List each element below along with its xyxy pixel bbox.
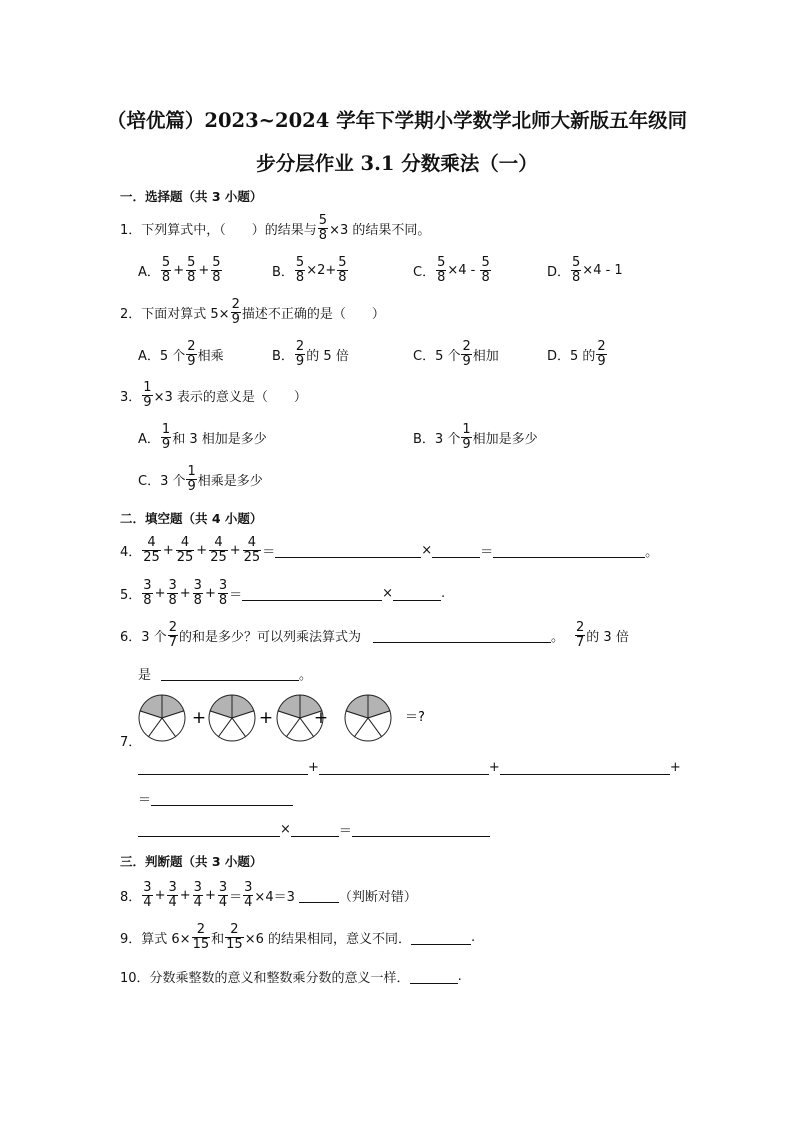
question-7-line-2: ＝ xyxy=(138,789,293,808)
answer-blank[interactable] xyxy=(411,930,471,945)
answer-blank[interactable] xyxy=(393,586,441,601)
question-6: 6． 3 个 2 7 的和是多少？可以列乘法算式为 。 2 7 的 3 倍 xyxy=(120,620,629,650)
q2-option-a[interactable]: A．5 个 2 9 相乘 xyxy=(138,339,224,369)
question-text: ×3 的结果不同。 xyxy=(329,223,431,238)
answer-blank[interactable] xyxy=(319,760,489,775)
title-line-2: 步分层作业 3.1 分数乘法（一） xyxy=(256,152,538,175)
fraction: $\frac{2}{9}$ xyxy=(231,297,240,327)
q2-option-b[interactable]: B． 2 9 的 5 倍 xyxy=(272,339,349,369)
q3-option-c[interactable]: C．3 个 1 9 相乘是多少 xyxy=(138,464,263,494)
q1-option-d[interactable]: D． $\frac{5}{8}$ ×4 - 1 xyxy=(547,255,623,285)
pie-diagram xyxy=(138,690,438,746)
answer-blank[interactable] xyxy=(138,822,280,837)
pie-circle xyxy=(209,695,255,741)
question-4: 4． 4 25 + $\frac{4}{25}$ + $\frac{4}{25}$ + $\frac{4}{25}$ ＝ × ＝ 。 xyxy=(120,535,659,565)
q1-option-c[interactable]: C． $\frac{5}{8}$ ×4 - 5 8 xyxy=(413,255,490,285)
answer-blank[interactable] xyxy=(161,666,299,681)
answer-blank[interactable] xyxy=(410,969,458,984)
answer-blank[interactable] xyxy=(432,543,480,558)
fraction: $\frac{5}{8}$ xyxy=(318,213,328,243)
answer-blank[interactable] xyxy=(138,760,308,775)
question-7-line-1: + + + xyxy=(138,760,681,775)
answer-blank[interactable] xyxy=(352,822,490,837)
question-text: 下列算式中，（ ）的结果与 xyxy=(141,223,317,238)
answer-blank[interactable] xyxy=(151,791,293,806)
q3-option-b[interactable]: B．3 个 1 9 相加是多少 xyxy=(413,422,538,452)
question-6-line-2: 是 。 xyxy=(138,668,313,683)
question-number: 1． xyxy=(120,223,142,238)
section-heading-choice: 一．选择题（共 3 小题） xyxy=(120,189,263,204)
result-text: ＝? xyxy=(405,710,425,725)
section-heading-judge: 三．判断题（共 3 小题） xyxy=(120,854,263,869)
q1-option-a[interactable]: A． 5 8 + $\frac{5}{8}$ + $\frac{5}{8}$ xyxy=(138,255,221,285)
answer-blank[interactable] xyxy=(291,822,339,837)
question-2: 2． 下面对算式 5× $\frac{2}{9}$ 描述不正确的是（ ） xyxy=(120,297,385,327)
question-7-line-3: × ＝ xyxy=(138,820,490,839)
plus-sign: + xyxy=(191,708,207,728)
plus-sign: + xyxy=(313,708,329,728)
question-8: 8． 3 4 + $\frac{3}{4}$ + $\frac{3}{4}$ + $\frac{3}{4}$ ＝ $\frac{3}{4}$ ×4＝3 （判断对错） xyxy=(120,880,417,910)
fraction: $\frac{1}{9}$ xyxy=(143,380,152,410)
answer-blank[interactable] xyxy=(373,628,551,643)
q2-option-d[interactable]: D．5 的 2 9 xyxy=(547,339,606,369)
question-5: 5． 3 8 + $\frac{3}{8}$ + $\frac{3}{8}$ + $\frac{3}{8}$ ＝ × . xyxy=(120,578,446,608)
plus-sign: + xyxy=(258,708,274,728)
pie-circle xyxy=(139,695,185,741)
question-9: 9． 算式 6× $\frac{2}{15}$ 和 $\frac{2}{15}$ ×6 的结果相同，意义不同． . xyxy=(120,922,476,952)
answer-blank[interactable] xyxy=(500,760,670,775)
answer-blank[interactable] xyxy=(242,586,382,601)
question-10: 10． 分数乘整数的意义和整数乘分数的意义一样． . xyxy=(120,969,462,986)
question-3: 3． $\frac{1}{9}$ ×3 表示的意义是（ ） xyxy=(120,380,307,410)
q1-option-b[interactable]: B． $\frac{5}{8}$ ×2+ $\frac{5}{8}$ xyxy=(272,255,347,285)
section-heading-fill: 二．填空题（共 4 小题） xyxy=(120,511,263,526)
answer-blank[interactable] xyxy=(299,888,339,903)
question-number: 7． xyxy=(120,735,142,750)
pie-circle xyxy=(345,695,391,741)
q2-option-c[interactable]: C．5 个 2 9 相加 xyxy=(413,339,499,369)
question-1 xyxy=(120,214,430,243)
answer-blank[interactable] xyxy=(493,543,645,558)
q3-option-a[interactable]: A． 1 9 和 3 相加是多少 xyxy=(138,422,267,452)
title-line-1: （培优篇）2023~2024 学年下学期小学数学北师大新版五年级同 xyxy=(106,109,688,132)
answer-blank[interactable] xyxy=(275,543,421,558)
